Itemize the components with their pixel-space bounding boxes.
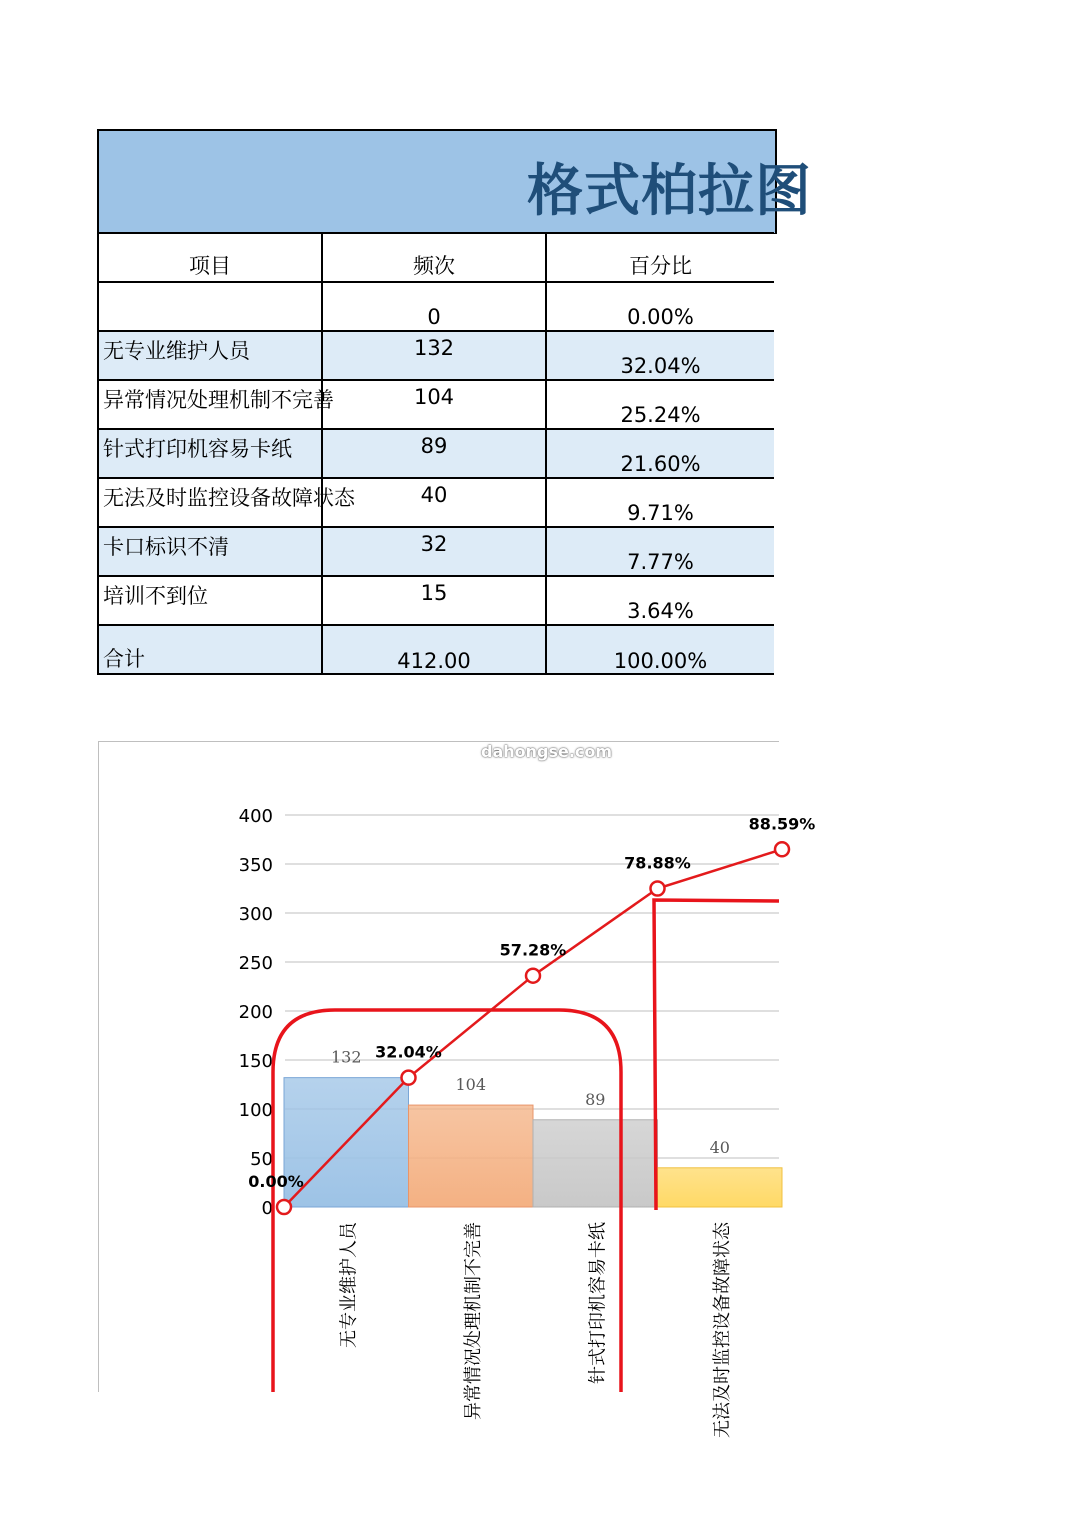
pareto-table	[97, 129, 812, 692]
total-label-cell	[98, 625, 322, 674]
percent-value: 25.24%	[620, 403, 701, 427]
total-count-cell	[322, 625, 546, 674]
item-cell	[98, 331, 322, 380]
x-category-label: 异常情况处理机制不完善	[462, 1222, 484, 1420]
total-percent-cell	[546, 625, 774, 674]
pareto-chart	[98, 741, 816, 1438]
count-value: 40	[420, 483, 448, 507]
percent-value: 3.64%	[627, 599, 694, 623]
percent-cell	[546, 429, 774, 478]
table-header-cell	[322, 233, 546, 282]
count-value: 0	[427, 305, 441, 329]
cumulative-point	[651, 882, 665, 896]
percent-value: 7.77%	[627, 550, 694, 574]
item-cell	[98, 478, 355, 527]
page-title: 格式柏拉图	[527, 159, 812, 224]
percent-cell	[546, 331, 774, 380]
count-cell	[322, 576, 546, 625]
count-cell	[322, 282, 546, 331]
table-row	[98, 576, 774, 625]
y-tick-label: 250	[238, 953, 273, 974]
table-row	[98, 331, 774, 380]
item-cell	[98, 380, 334, 429]
table-row	[98, 380, 774, 429]
count-value: 132	[413, 336, 455, 360]
x-category-label: 针式打印机容易卡纸	[587, 1222, 609, 1384]
item-cell	[98, 282, 322, 331]
y-tick-label: 300	[238, 904, 273, 925]
y-tick-label: 150	[238, 1051, 273, 1072]
table-row	[98, 478, 774, 527]
percent-cell	[546, 478, 774, 527]
total-label: 合计	[103, 647, 145, 671]
count-value: 32	[420, 532, 448, 556]
bar-value-label: 104	[455, 1075, 487, 1095]
bar-value-label: 89	[585, 1089, 606, 1109]
cumulative-label: 78.88%	[624, 853, 691, 873]
cumulative-label: 0.00%	[248, 1172, 304, 1191]
cumulative-point	[526, 969, 540, 983]
table-header-row	[98, 233, 774, 282]
bar	[409, 1105, 534, 1207]
chart-canvas	[99, 742, 816, 1438]
title-band	[97, 129, 812, 234]
table-row	[98, 527, 774, 576]
count-cell	[322, 331, 546, 380]
frequency-table	[97, 232, 774, 675]
table-total-row	[98, 625, 774, 674]
percent-value: 32.04%	[620, 354, 701, 378]
highlight-frame-right	[654, 900, 779, 1210]
count-value: 104	[413, 385, 455, 409]
y-tick-label: 400	[238, 806, 273, 827]
watermark: dahongse.com	[481, 742, 613, 761]
header-label: 百分比	[629, 254, 692, 278]
item-label: 异常情况处理机制不完善	[103, 388, 334, 412]
percent-value: 21.60%	[620, 452, 701, 476]
percent-value: 0.00%	[627, 305, 694, 329]
count-cell	[322, 478, 546, 527]
percent-cell	[546, 576, 774, 625]
y-tick-label: 350	[238, 855, 273, 876]
cumulative-point	[775, 842, 789, 856]
table-header-cell	[546, 233, 774, 282]
item-label: 针式打印机容易卡纸	[103, 437, 292, 461]
bar	[533, 1120, 658, 1207]
table-row	[98, 429, 774, 478]
cumulative-point	[277, 1200, 291, 1214]
header-label: 频次	[413, 254, 455, 278]
x-category-label: 无专业维护人员	[338, 1222, 360, 1348]
item-cell	[98, 576, 322, 625]
count-value: 89	[420, 434, 448, 458]
item-cell	[98, 527, 322, 576]
percent-cell	[546, 380, 774, 429]
table-row	[98, 282, 774, 331]
count-cell	[322, 429, 546, 478]
item-label: 卡口标识不清	[103, 535, 229, 559]
count-value: 15	[420, 581, 448, 605]
cumulative-point	[402, 1071, 416, 1085]
cumulative-label: 32.04%	[375, 1042, 442, 1062]
cumulative-label: 88.59%	[748, 814, 816, 834]
item-label: 培训不到位	[103, 584, 208, 608]
item-cell	[98, 429, 322, 478]
y-tick-label: 0	[261, 1198, 273, 1219]
item-label: 无专业维护人员	[103, 339, 250, 363]
count-cell	[322, 527, 546, 576]
count-cell	[322, 380, 546, 429]
item-label: 无法及时监控设备故障状态	[103, 486, 355, 510]
percent-cell	[546, 527, 774, 576]
table-header-cell	[98, 233, 322, 282]
y-tick-label: 50	[250, 1149, 273, 1170]
bar-value-label: 132	[330, 1047, 362, 1067]
percent-cell	[546, 282, 774, 331]
total-count: 412.00	[397, 649, 471, 673]
cumulative-label: 57.28%	[499, 940, 567, 960]
total-percent: 100.00%	[613, 649, 708, 673]
percent-value: 9.71%	[627, 501, 694, 525]
y-tick-label: 200	[238, 1002, 273, 1023]
bar	[658, 1168, 783, 1207]
x-category-label: 无法及时监控设备故障状态	[711, 1222, 733, 1438]
y-tick-label: 100	[238, 1100, 273, 1121]
header-label: 项目	[189, 254, 231, 278]
bar-value-label: 40	[709, 1137, 730, 1157]
